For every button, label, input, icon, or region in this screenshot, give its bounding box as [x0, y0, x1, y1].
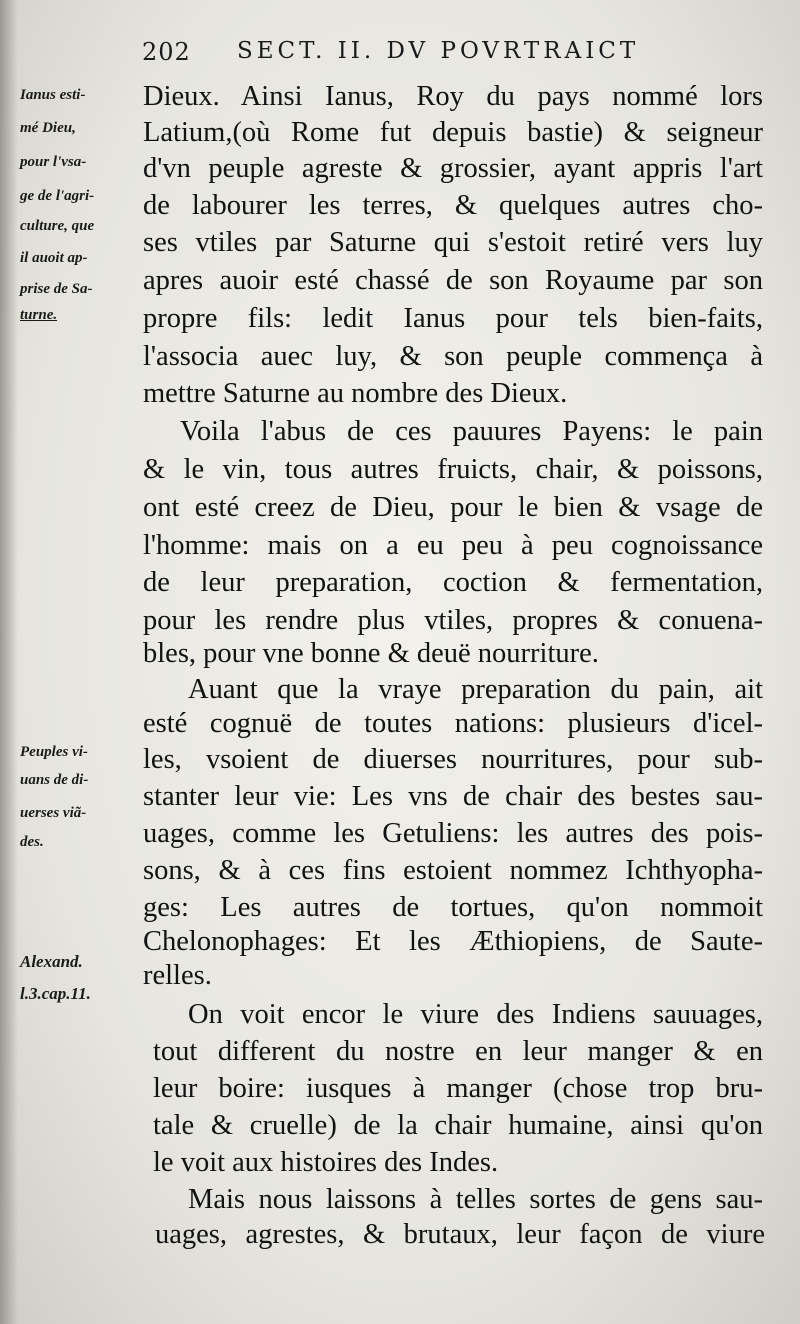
- text-line: Chelonophages: Et les Æthiopiens, de Saute-: [143, 926, 763, 957]
- margin-note-line: il auoit ap-: [20, 250, 88, 266]
- margin-note-line: uans de di-: [20, 772, 89, 788]
- text-line: mettre Saturne au nombre des Dieux.: [143, 378, 568, 409]
- text-line: Auant que la vraye preparation du pain, ait: [188, 674, 763, 705]
- text-line: Dieux. Ainsi Ianus, Roy du pays nommé lors: [143, 81, 763, 112]
- text-line: On voit encor le viure des Indiens sauuages,: [188, 999, 763, 1030]
- text-line: esté cognuë de toutes nations: plusieurs d'icel-: [143, 708, 763, 739]
- text-line: l'associa auec luy, & son peuple commença à: [143, 341, 763, 372]
- text-line: bles, pour vne bonne & deuë nourriture.: [143, 638, 599, 669]
- text-line: stanter leur vie: Les vns de chair des bestes sau-: [143, 781, 763, 812]
- text-line: & le vin, tous autres fruicts, chair, & poissons,: [143, 454, 763, 485]
- margin-note-line: Alexand.: [20, 952, 83, 971]
- text-line: l'homme: mais on a eu peu à peu cognoissance: [143, 530, 763, 561]
- margin-note-line: Peuples vi-: [20, 744, 88, 760]
- page-header: [0, 0, 800, 70]
- margin-note-line: Ianus esti-: [20, 87, 86, 103]
- text-line: pour les rendre plus vtiles, propres & conuena-: [143, 605, 763, 636]
- margin-note-line: mé Dieu,: [20, 120, 76, 136]
- margin-note-line: des.: [20, 834, 44, 850]
- page-number: 202: [142, 38, 191, 66]
- text-line: uages, agrestes, & brutaux, leur façon de viure: [155, 1219, 765, 1250]
- text-line: de labourer les terres, & quelques autres cho-: [143, 190, 763, 221]
- text-line: leur boire: iusques à manger (chose trop bru-: [153, 1073, 763, 1104]
- text-line: uages, comme les Getuliens: les autres des pois-: [143, 818, 763, 849]
- text-line: Mais nous laissons à telles sortes de gens sau-: [188, 1184, 763, 1215]
- text-line: le voit aux histoires des Indes.: [153, 1147, 499, 1178]
- text-line: de leur preparation, coction & fermentation,: [143, 567, 763, 598]
- margin-note-line: pour l'vsa-: [20, 154, 87, 170]
- margin-note-line: uerses viã-: [20, 805, 87, 821]
- text-line: Voila l'abus de ces pauures Payens: le pain: [180, 416, 763, 447]
- text-line: Latium,(où Rome fut depuis bastie) & seigneur: [143, 117, 763, 148]
- text-line: tale & cruelle) de la chair humaine, ainsi qu'on: [153, 1110, 763, 1141]
- text-line: tout different du nostre en leur manger & en: [153, 1036, 763, 1067]
- text-line: ont esté creez de Dieu, pour le bien & vsage de: [143, 492, 763, 523]
- text-line: d'vn peuple agreste & grossier, ayant appris l'art: [143, 153, 763, 184]
- margin-note-line: culture, que: [20, 218, 95, 234]
- margin-note-line: ge de l'agri-: [20, 188, 95, 204]
- margin-note-line: prise de Sa-: [20, 281, 93, 297]
- margin-note-line: turne.: [20, 307, 58, 323]
- text-line: apres auoir esté chassé de son Royaume par son: [143, 265, 763, 296]
- text-line: sons, & à ces fins estoient nommez Ichthyopha-: [143, 855, 763, 886]
- text-line: propre fils: ledit Ianus pour tels bien-faits,: [143, 303, 763, 334]
- text-line: les, vsoient de diuerses nourritures, pour sub-: [143, 744, 763, 775]
- text-line: relles.: [143, 960, 212, 991]
- page-gutter-shadow: [0, 0, 18, 1324]
- text-line: ses vtiles par Saturne qui s'estoit retiré vers luy: [143, 227, 763, 258]
- text-line: ges: Les autres de tortues, qu'on nommoit: [143, 892, 763, 923]
- running-head: SECT. II. DV POVRTRAICT: [237, 38, 640, 64]
- margin-note-line: l.3.cap.11.: [20, 984, 91, 1003]
